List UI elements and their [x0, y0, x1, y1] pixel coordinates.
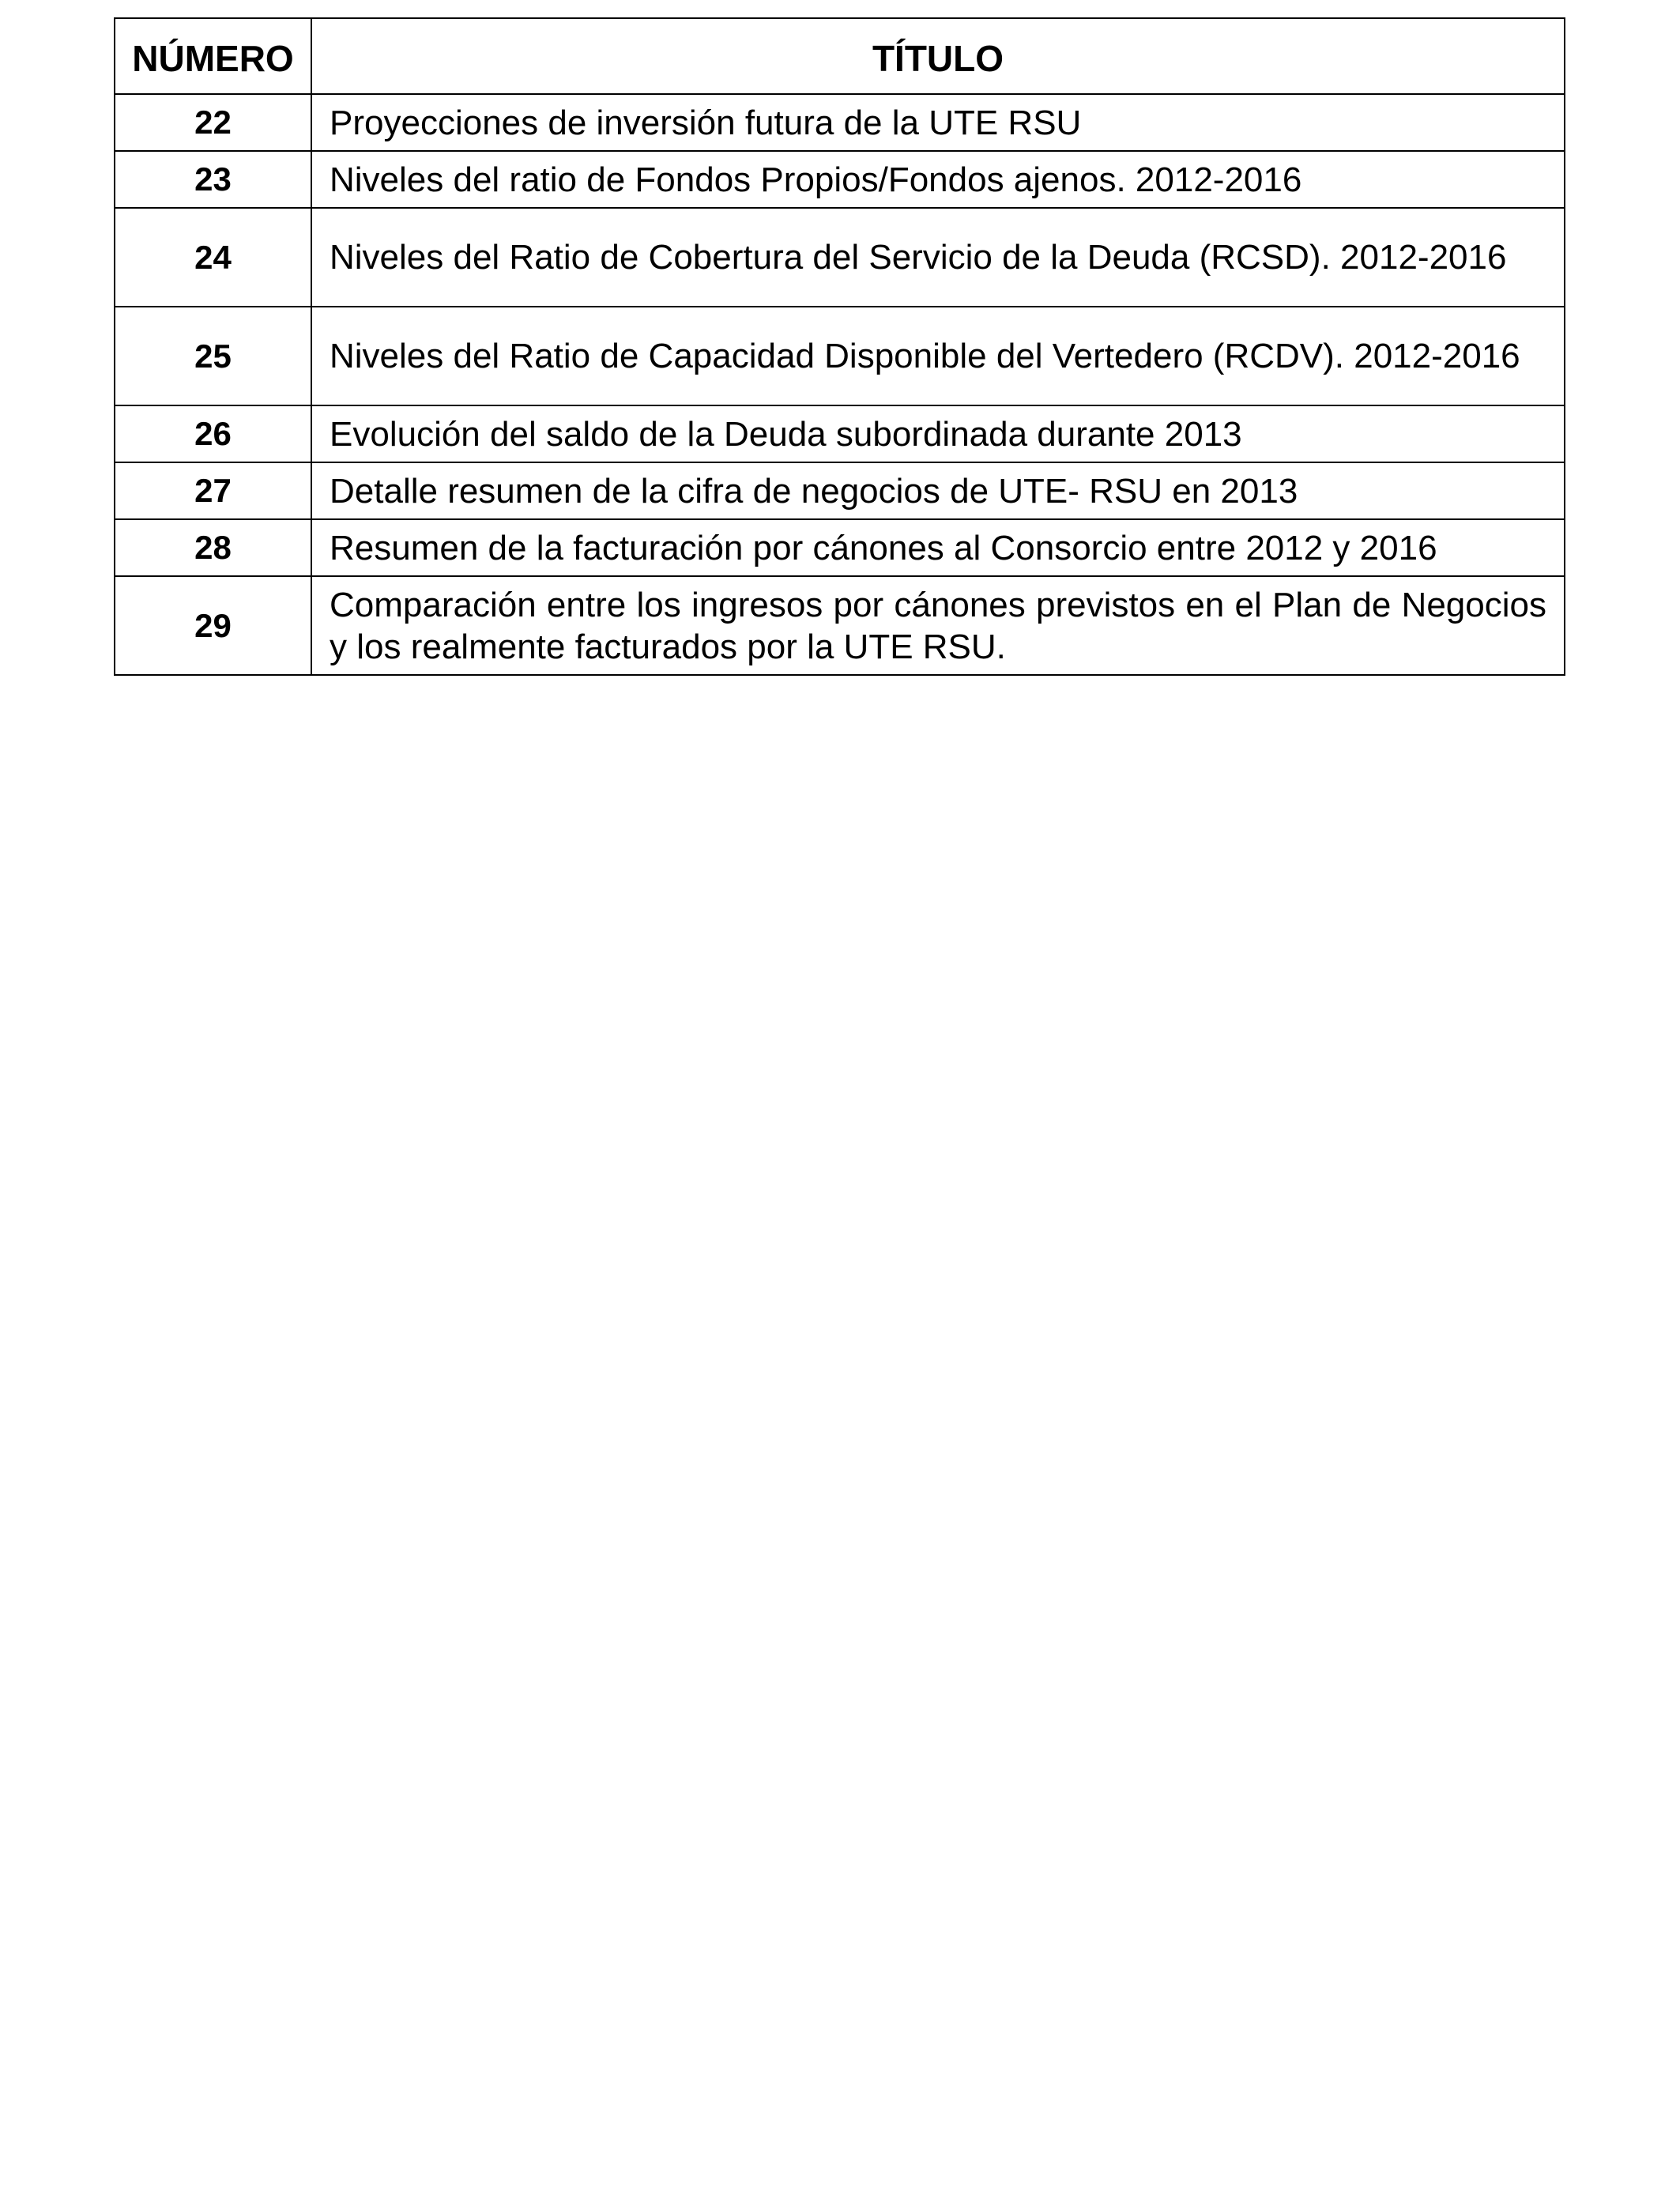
index-table-container — [114, 17, 1564, 676]
row-number: 29 — [115, 576, 311, 675]
row-title: Niveles del ratio de Fondos Propios/Fondos ajenos. 2012-2016 — [311, 151, 1565, 208]
row-title: Detalle resumen de la cifra de negocios de UTE- RSU en 2013 — [311, 462, 1565, 519]
table-header-row — [115, 18, 1565, 94]
row-title: Comparación entre los ingresos por cánones previstos en el Plan de Negocios y los realmente facturados por la UTE RSU. — [311, 576, 1565, 675]
table-row — [115, 405, 1565, 462]
table-row — [115, 208, 1565, 307]
row-number: 25 — [115, 307, 311, 405]
header-title: TÍTULO — [311, 18, 1565, 94]
row-number: 23 — [115, 151, 311, 208]
table-row — [115, 307, 1565, 405]
index-table — [114, 17, 1565, 676]
row-title: Evolución del saldo de la Deuda subordinada durante 2013 — [311, 405, 1565, 462]
row-title: Niveles del Ratio de Cobertura del Servicio de la Deuda (RCSD). 2012-2016 — [311, 208, 1565, 307]
table-row — [115, 151, 1565, 208]
row-number: 28 — [115, 519, 311, 576]
row-number: 22 — [115, 94, 311, 151]
row-number: 27 — [115, 462, 311, 519]
table-row — [115, 94, 1565, 151]
row-title: Niveles del Ratio de Capacidad Disponible del Vertedero (RCDV). 2012-2016 — [311, 307, 1565, 405]
row-number: 26 — [115, 405, 311, 462]
table-row — [115, 576, 1565, 675]
row-number: 24 — [115, 208, 311, 307]
header-number: NÚMERO — [115, 18, 311, 94]
row-title: Resumen de la facturación por cánones al Consorcio entre 2012 y 2016 — [311, 519, 1565, 576]
table-row — [115, 462, 1565, 519]
table-row — [115, 519, 1565, 576]
row-title: Proyecciones de inversión futura de la UTE RSU — [311, 94, 1565, 151]
